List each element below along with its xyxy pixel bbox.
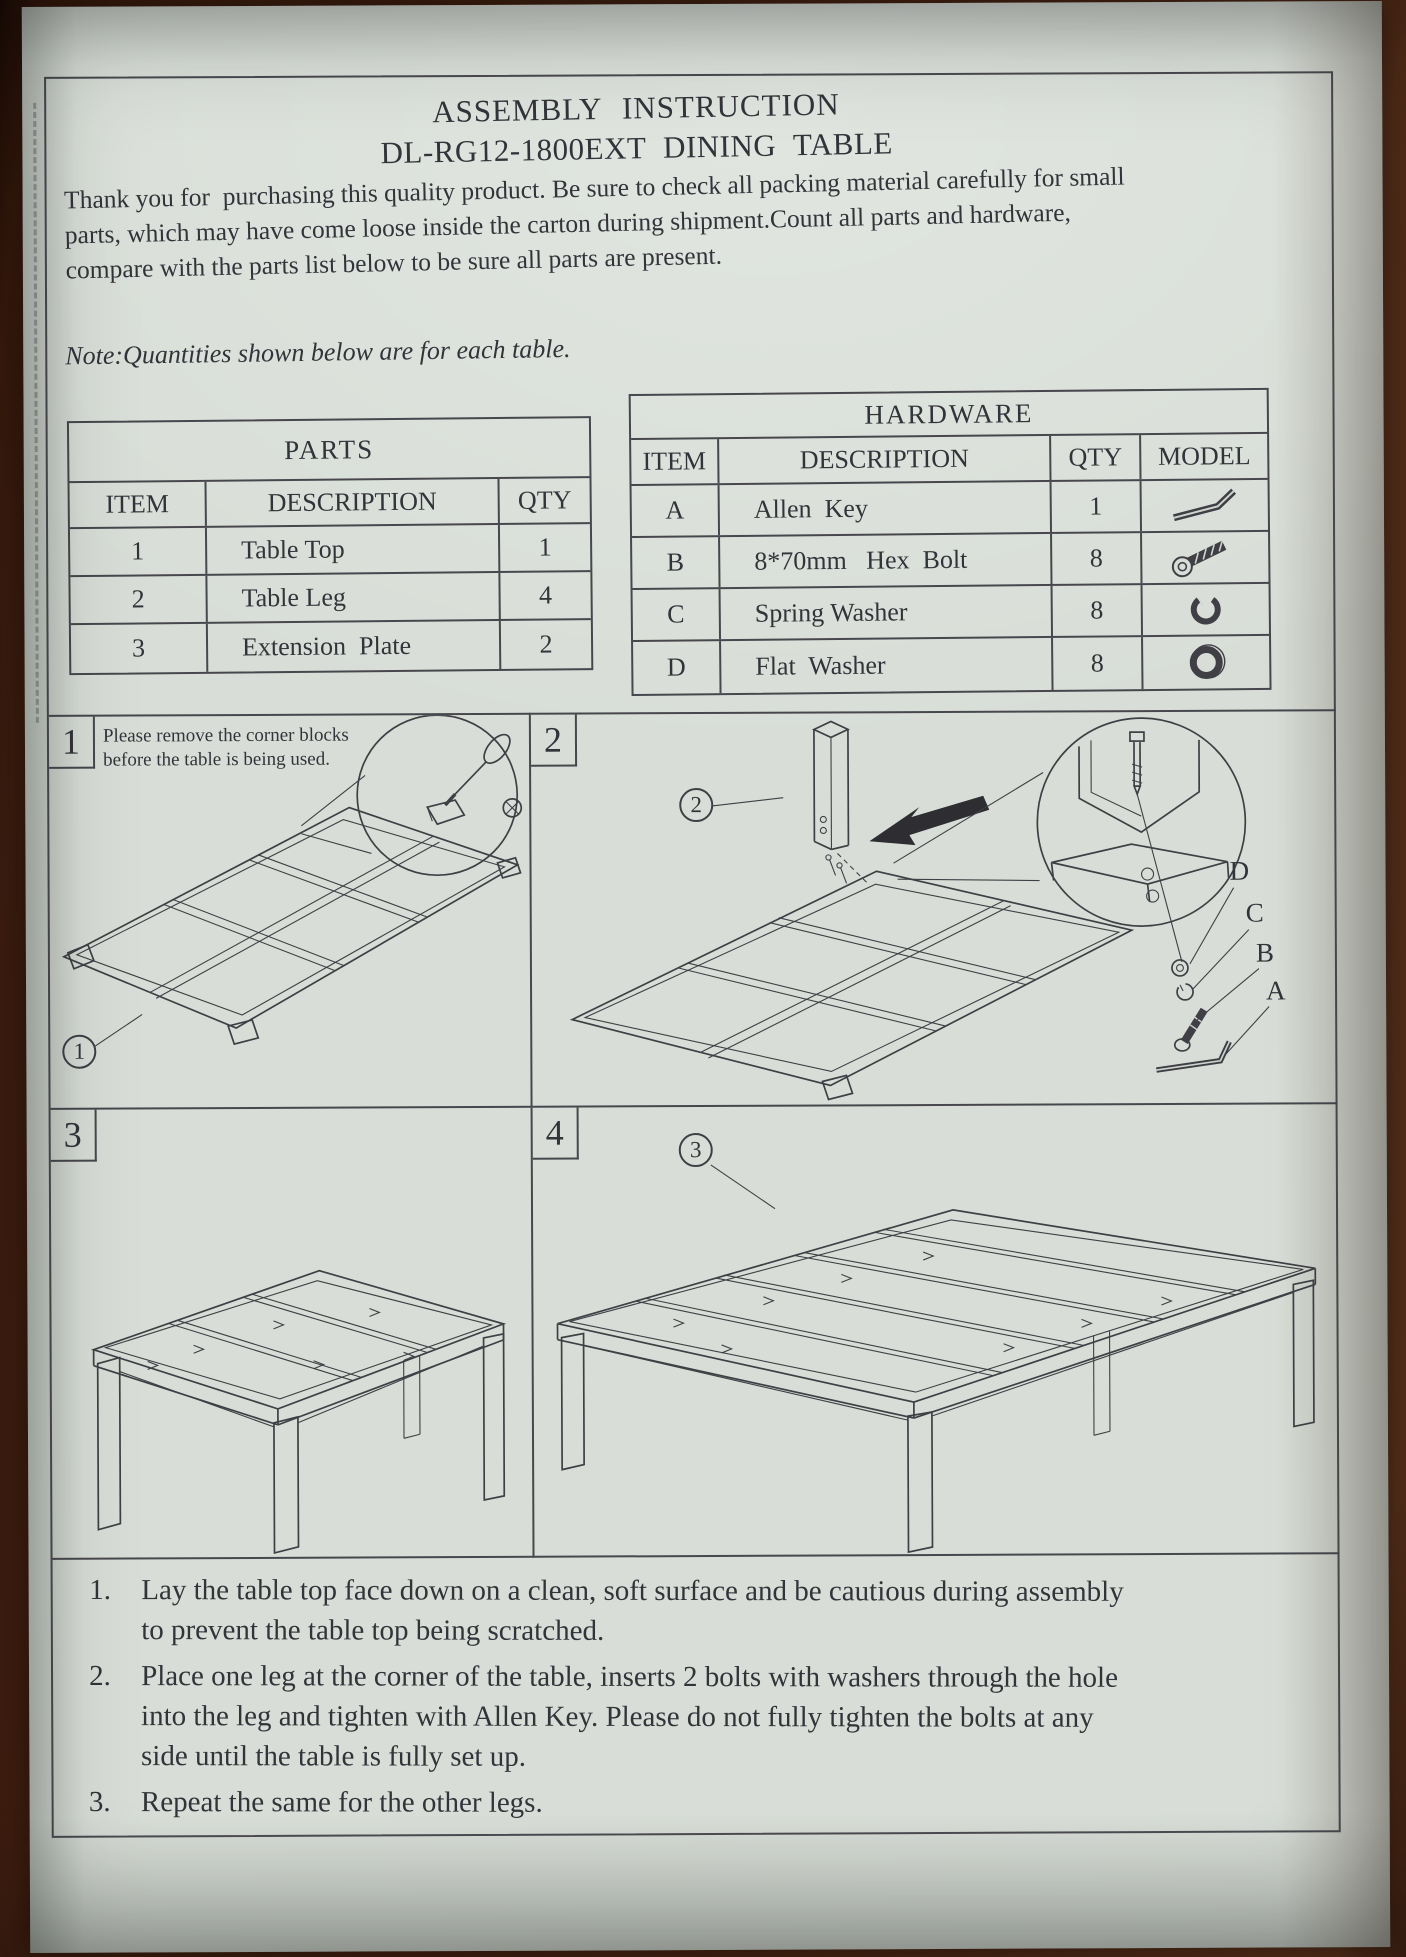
callout-2-leader bbox=[712, 798, 783, 806]
corner-block-warning: Please remove the corner blocks before the table is being used. bbox=[102, 724, 349, 771]
table-top bbox=[93, 1270, 504, 1426]
callout-3-leader bbox=[711, 1165, 775, 1209]
panel-number: 2 bbox=[531, 715, 577, 767]
allen-key-icon bbox=[1142, 480, 1268, 531]
extended-table-drawing bbox=[533, 1104, 1340, 1558]
callout-1-leader bbox=[94, 1014, 142, 1046]
hardware-label-c: C bbox=[1245, 897, 1264, 928]
intro-paragraph: Thank you for purchasing this quality product. Be sure to check all packing material carefully for small parts, which may have come loose inside the carton during shipment.Count all parts and hardware, compare with the parts list below to be sure all parts are present. bbox=[63, 161, 1132, 285]
hardware-description: Spring Washer bbox=[721, 586, 1053, 639]
parts-item: 2 bbox=[70, 576, 207, 623]
panel-number: 4 bbox=[533, 1108, 579, 1160]
detail-circle-screwdriver bbox=[357, 715, 522, 876]
hardware-table bbox=[629, 388, 1272, 696]
table-top-extended bbox=[557, 1208, 1316, 1419]
parts-qty: 4 bbox=[538, 580, 553, 610]
part-callout-3: 3 bbox=[679, 1133, 713, 1167]
assembly-steps-section bbox=[53, 1554, 1339, 1838]
table-row bbox=[70, 572, 590, 625]
hardware-qty: 8 bbox=[1053, 637, 1143, 690]
step-panel-4 bbox=[533, 1104, 1340, 1558]
part-callout-1: 1 bbox=[62, 1035, 96, 1069]
hardware-label-d: D bbox=[1229, 855, 1250, 886]
step-number: 1. bbox=[89, 1573, 112, 1607]
table-row bbox=[633, 584, 1269, 642]
hardware-label-a: A bbox=[1265, 975, 1286, 1006]
leg-attachment-drawing bbox=[531, 711, 1338, 1110]
parts-description: Table Leg bbox=[207, 573, 500, 622]
model-subtitle: DL-RG12-1800EXT DINING TABLE bbox=[380, 125, 894, 171]
hardware-item: C bbox=[633, 589, 721, 640]
parts-item: 1 bbox=[70, 528, 207, 575]
parts-description: Table Top bbox=[207, 525, 500, 574]
parts-qty: 2 bbox=[539, 629, 553, 659]
hardware-item: A bbox=[632, 485, 720, 536]
table-legs bbox=[98, 1334, 505, 1554]
parts-table-title: PARTS bbox=[69, 418, 590, 483]
hardware-header-description: DESCRIPTION bbox=[719, 436, 1051, 483]
direction-arrow bbox=[869, 796, 989, 846]
page-title: ASSEMBLY INSTRUCTION bbox=[431, 86, 840, 130]
list-item bbox=[89, 1656, 1308, 1778]
step-text: Lay the table top face down on a clean, soft surface and be cautious during assembly to prevent the table top being scratched. bbox=[141, 1574, 1124, 1647]
hardware-item: D bbox=[633, 641, 721, 694]
table-row bbox=[70, 524, 590, 577]
panel-number: 3 bbox=[51, 1110, 97, 1162]
hardware-label-b: B bbox=[1255, 937, 1274, 968]
hardware-qty: 1 bbox=[1052, 481, 1142, 532]
parts-table bbox=[67, 416, 593, 675]
table-frame bbox=[572, 870, 1133, 1100]
table-row bbox=[632, 480, 1268, 538]
step-text: Place one leg at the corner of the table, inserts 2 bolts with washers through the hole into the leg and tighten with Allen Key. Please do not fully tighten the bolts at any side until the table is fully set up. bbox=[140, 1660, 1119, 1773]
hardware-description: 8*70mm Hex Bolt bbox=[720, 534, 1052, 587]
bolt-washer-stack bbox=[1156, 960, 1229, 1070]
panel-number: 1 bbox=[49, 717, 95, 769]
step-panel-3 bbox=[51, 1108, 535, 1560]
instruction-sheet bbox=[22, 1, 1390, 1953]
hardware-qty: 8 bbox=[1052, 533, 1142, 584]
part-callout-2: 2 bbox=[679, 788, 713, 822]
step-number: 2. bbox=[89, 1659, 111, 1693]
list-item bbox=[89, 1782, 1308, 1824]
document-border bbox=[44, 71, 1341, 1838]
step-number: 3. bbox=[88, 1785, 111, 1819]
table-row bbox=[633, 636, 1269, 694]
hardware-header-qty: QTY bbox=[1051, 435, 1141, 480]
flat-washer-icon bbox=[1143, 636, 1269, 689]
parts-item: 3 bbox=[71, 624, 208, 673]
detail-circle-bolt-pocket bbox=[1037, 718, 1246, 963]
parts-header-description: DESCRIPTION bbox=[206, 479, 499, 526]
table-frame-underside-drawing bbox=[49, 715, 533, 1112]
quantity-note: Note:Quantities shown below are for each table. bbox=[65, 333, 571, 371]
hardware-table-title: HARDWARE bbox=[631, 390, 1267, 440]
list-item bbox=[89, 1570, 1308, 1652]
hardware-header-item: ITEM bbox=[631, 439, 719, 484]
step-text: Repeat the same for the other legs. bbox=[140, 1786, 543, 1819]
hardware-header-model: MODEL bbox=[1157, 441, 1251, 471]
step-panel-2 bbox=[531, 709, 1338, 1108]
table-frame bbox=[63, 807, 521, 1045]
parts-qty: 1 bbox=[538, 532, 552, 562]
hardware-description: Flat Washer bbox=[721, 638, 1053, 693]
assembly-steps-list bbox=[53, 1556, 1338, 1824]
hardware-header-row bbox=[631, 434, 1267, 486]
spring-washer-icon bbox=[1143, 584, 1269, 635]
left-margin-dashes bbox=[33, 103, 39, 723]
hex-bolt-icon bbox=[1142, 532, 1268, 583]
parts-header-item: ITEM bbox=[70, 482, 207, 527]
table-leg-part bbox=[814, 721, 868, 883]
step-panel-1 bbox=[49, 713, 533, 1110]
parts-description: Extension Plate bbox=[208, 621, 501, 672]
parts-header-qty: QTY bbox=[517, 485, 572, 515]
table-row bbox=[71, 620, 591, 673]
assembled-table-drawing bbox=[51, 1108, 535, 1560]
hardware-item: B bbox=[632, 537, 720, 588]
table-row bbox=[632, 532, 1268, 590]
parts-header-row bbox=[70, 478, 590, 529]
hardware-qty: 8 bbox=[1053, 585, 1143, 636]
hardware-description: Allen Key bbox=[720, 482, 1052, 535]
